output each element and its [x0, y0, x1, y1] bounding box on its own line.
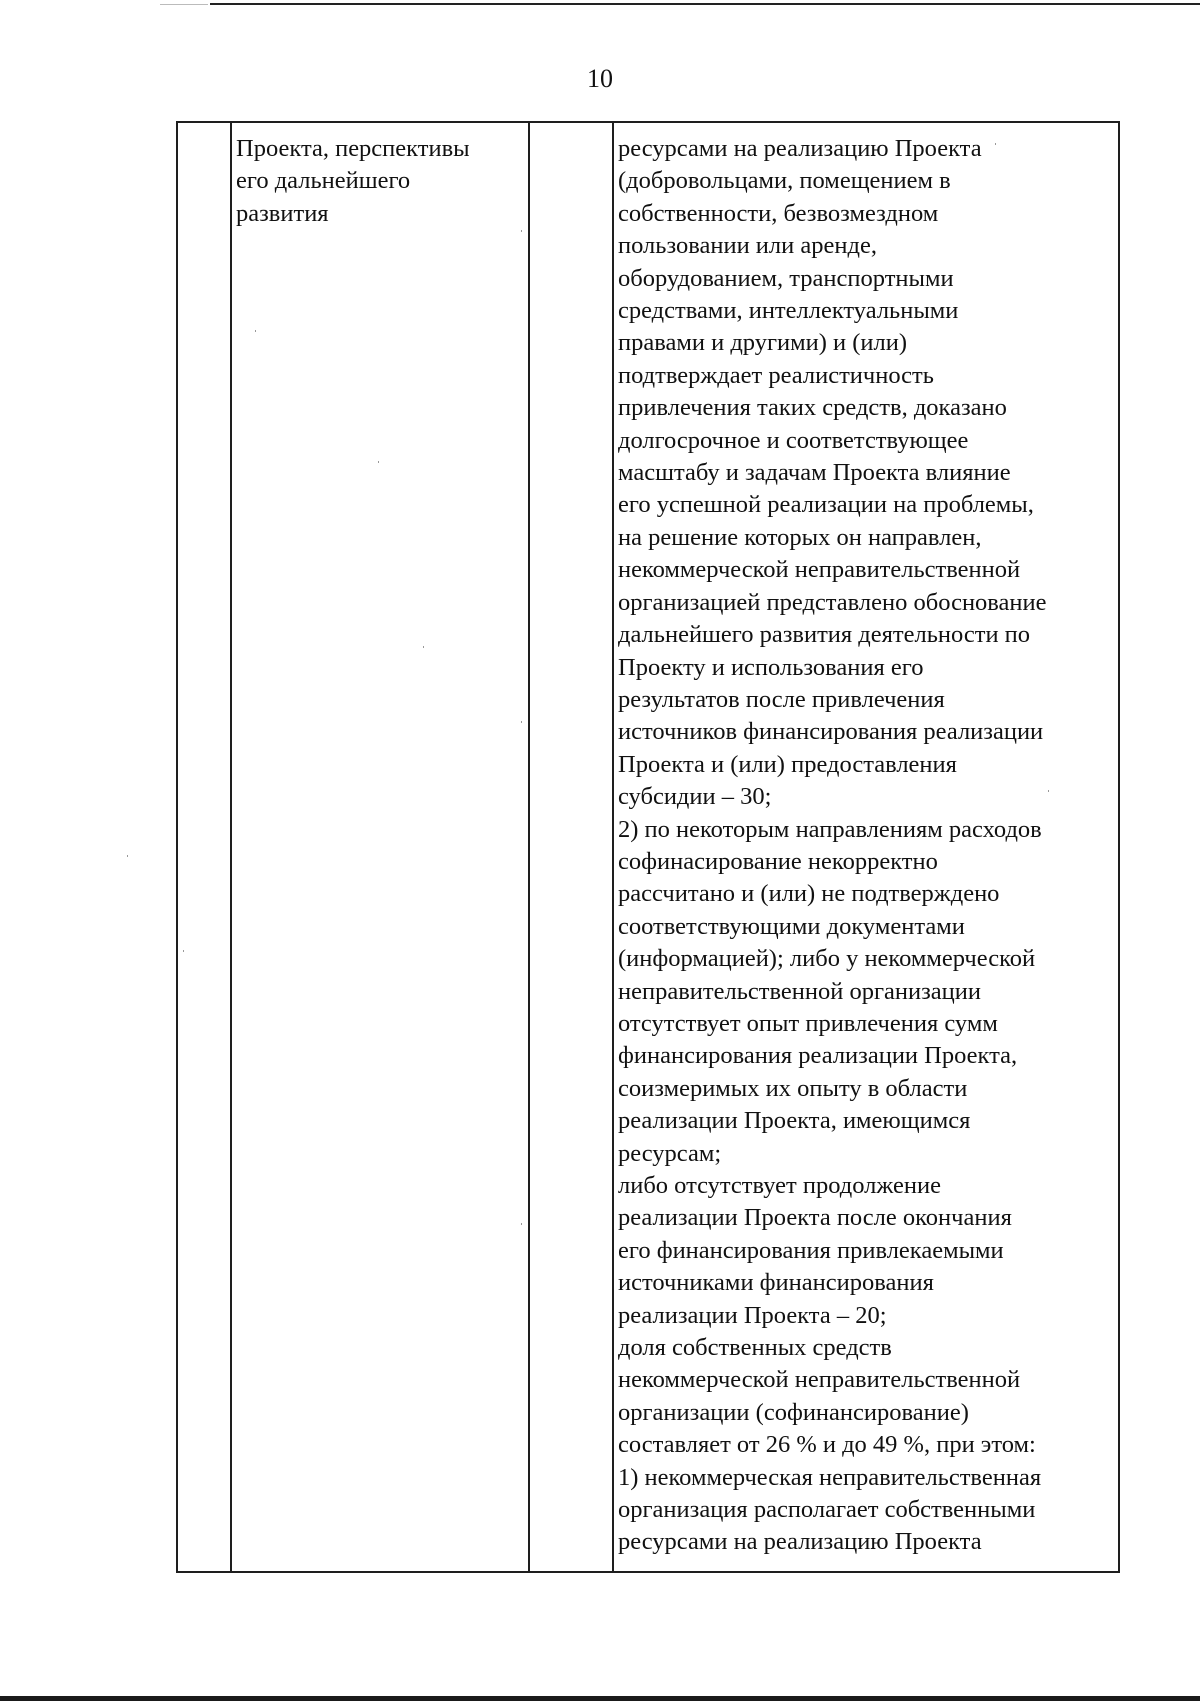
- page-number: 10: [587, 64, 613, 93]
- text-line: подтверждает реалистичность: [618, 361, 934, 389]
- criterion-cell: [236, 133, 470, 230]
- text-line: правами и другими) и (или): [618, 329, 908, 357]
- scan-speck: [423, 646, 424, 648]
- text-line: 2) по некоторым направлениям расходов: [618, 815, 1042, 843]
- text-line: реализации Проекта, имеющимся: [618, 1107, 971, 1135]
- text-line: долгосрочное и соответствующее: [618, 426, 969, 454]
- text-line: организацией представлено обоснование: [618, 588, 1047, 616]
- table-column-divider: [612, 123, 614, 1571]
- top-scan-rule: [210, 3, 1200, 5]
- text-line: составляет от 26 % и до 49 %, при этом:: [618, 1431, 1036, 1459]
- criteria-table: [176, 121, 1120, 1573]
- scan-speck: [521, 230, 522, 232]
- scan-speck: [378, 461, 379, 463]
- scan-speck: [1048, 790, 1049, 792]
- scan-speck: [521, 1223, 522, 1225]
- table-column-divider: [230, 123, 232, 1571]
- text-line: привлечения таких средств, доказано: [618, 394, 1007, 422]
- text-line: его дальнейшего: [236, 167, 411, 195]
- text-line: дальнейшего развития деятельности по: [618, 621, 1031, 649]
- text-line: организации (софинансирование): [618, 1398, 969, 1426]
- scan-speck: [521, 721, 522, 723]
- text-line: развития: [236, 199, 329, 227]
- text-line: некоммерческой неправительственной: [618, 556, 1021, 584]
- text-line: пользовании или аренде,: [618, 232, 877, 260]
- text-line: ресурсами на реализацию Проекта: [618, 1528, 982, 1556]
- text-line: соизмеримых их опыту в области: [618, 1074, 968, 1102]
- scan-speck: [995, 143, 996, 145]
- description-cell: [618, 133, 1047, 1559]
- text-line: субсидии – 30;: [618, 783, 772, 811]
- scan-speck: [183, 950, 184, 952]
- bottom-scan-rule: [0, 1696, 1200, 1701]
- text-line: его успешной реализации на проблемы,: [618, 491, 1034, 519]
- text-line: финансирования реализации Проекта,: [618, 1042, 1018, 1070]
- text-line: отсутствует опыт привлечения сумм: [618, 1009, 998, 1037]
- text-line: ресурсам;: [618, 1139, 722, 1167]
- text-line: на решение которых он направлен,: [618, 523, 982, 551]
- text-line: источниками финансирования: [618, 1269, 934, 1297]
- text-line: софинасирование некорректно: [618, 847, 938, 875]
- text-line: собственности, безвозмездном: [618, 199, 939, 227]
- text-line: средствами, интеллектуальными: [618, 297, 959, 325]
- text-line: соответствующими документами: [618, 912, 965, 940]
- text-line: (добровольцами, помещением в: [618, 167, 951, 195]
- text-line: доля собственных средств: [618, 1334, 892, 1362]
- text-line: Проекта, перспективы: [236, 135, 470, 162]
- text-line: 1) некоммерческая неправительственная: [618, 1463, 1042, 1491]
- text-line: реализации Проекта после окончания: [618, 1204, 1012, 1232]
- text-line: некоммерческой неправительственной: [618, 1366, 1021, 1394]
- text-line: оборудованием, транспортными: [618, 264, 954, 292]
- text-line: (информацией); либо у некоммерческой: [618, 945, 1036, 973]
- text-line: Проекту и использования его: [618, 653, 924, 681]
- text-line: реализации Проекта – 20;: [618, 1301, 887, 1329]
- text-line: либо отсутствует продолжение: [618, 1172, 941, 1199]
- scan-speck: [127, 855, 128, 857]
- scan-speck: [255, 330, 256, 332]
- table-column-divider: [528, 123, 530, 1571]
- text-line: источников финансирования реализации: [618, 718, 1044, 746]
- text-line: неправительственной организации: [618, 977, 982, 1005]
- text-line: его финансирования привлекаемыми: [618, 1236, 1004, 1264]
- top-scan-rule-faint: [160, 4, 208, 5]
- text-line: масштабу и задачам Проекта влияние: [618, 459, 1011, 487]
- text-line: организация располагает собственными: [618, 1496, 1036, 1524]
- text-line: Проекта и (или) предоставления: [618, 750, 957, 778]
- text-line: рассчитано и (или) не подтверждено: [618, 880, 1000, 908]
- text-line: ресурсами на реализацию Проекта: [618, 135, 982, 162]
- text-line: результатов после привлечения: [618, 685, 945, 713]
